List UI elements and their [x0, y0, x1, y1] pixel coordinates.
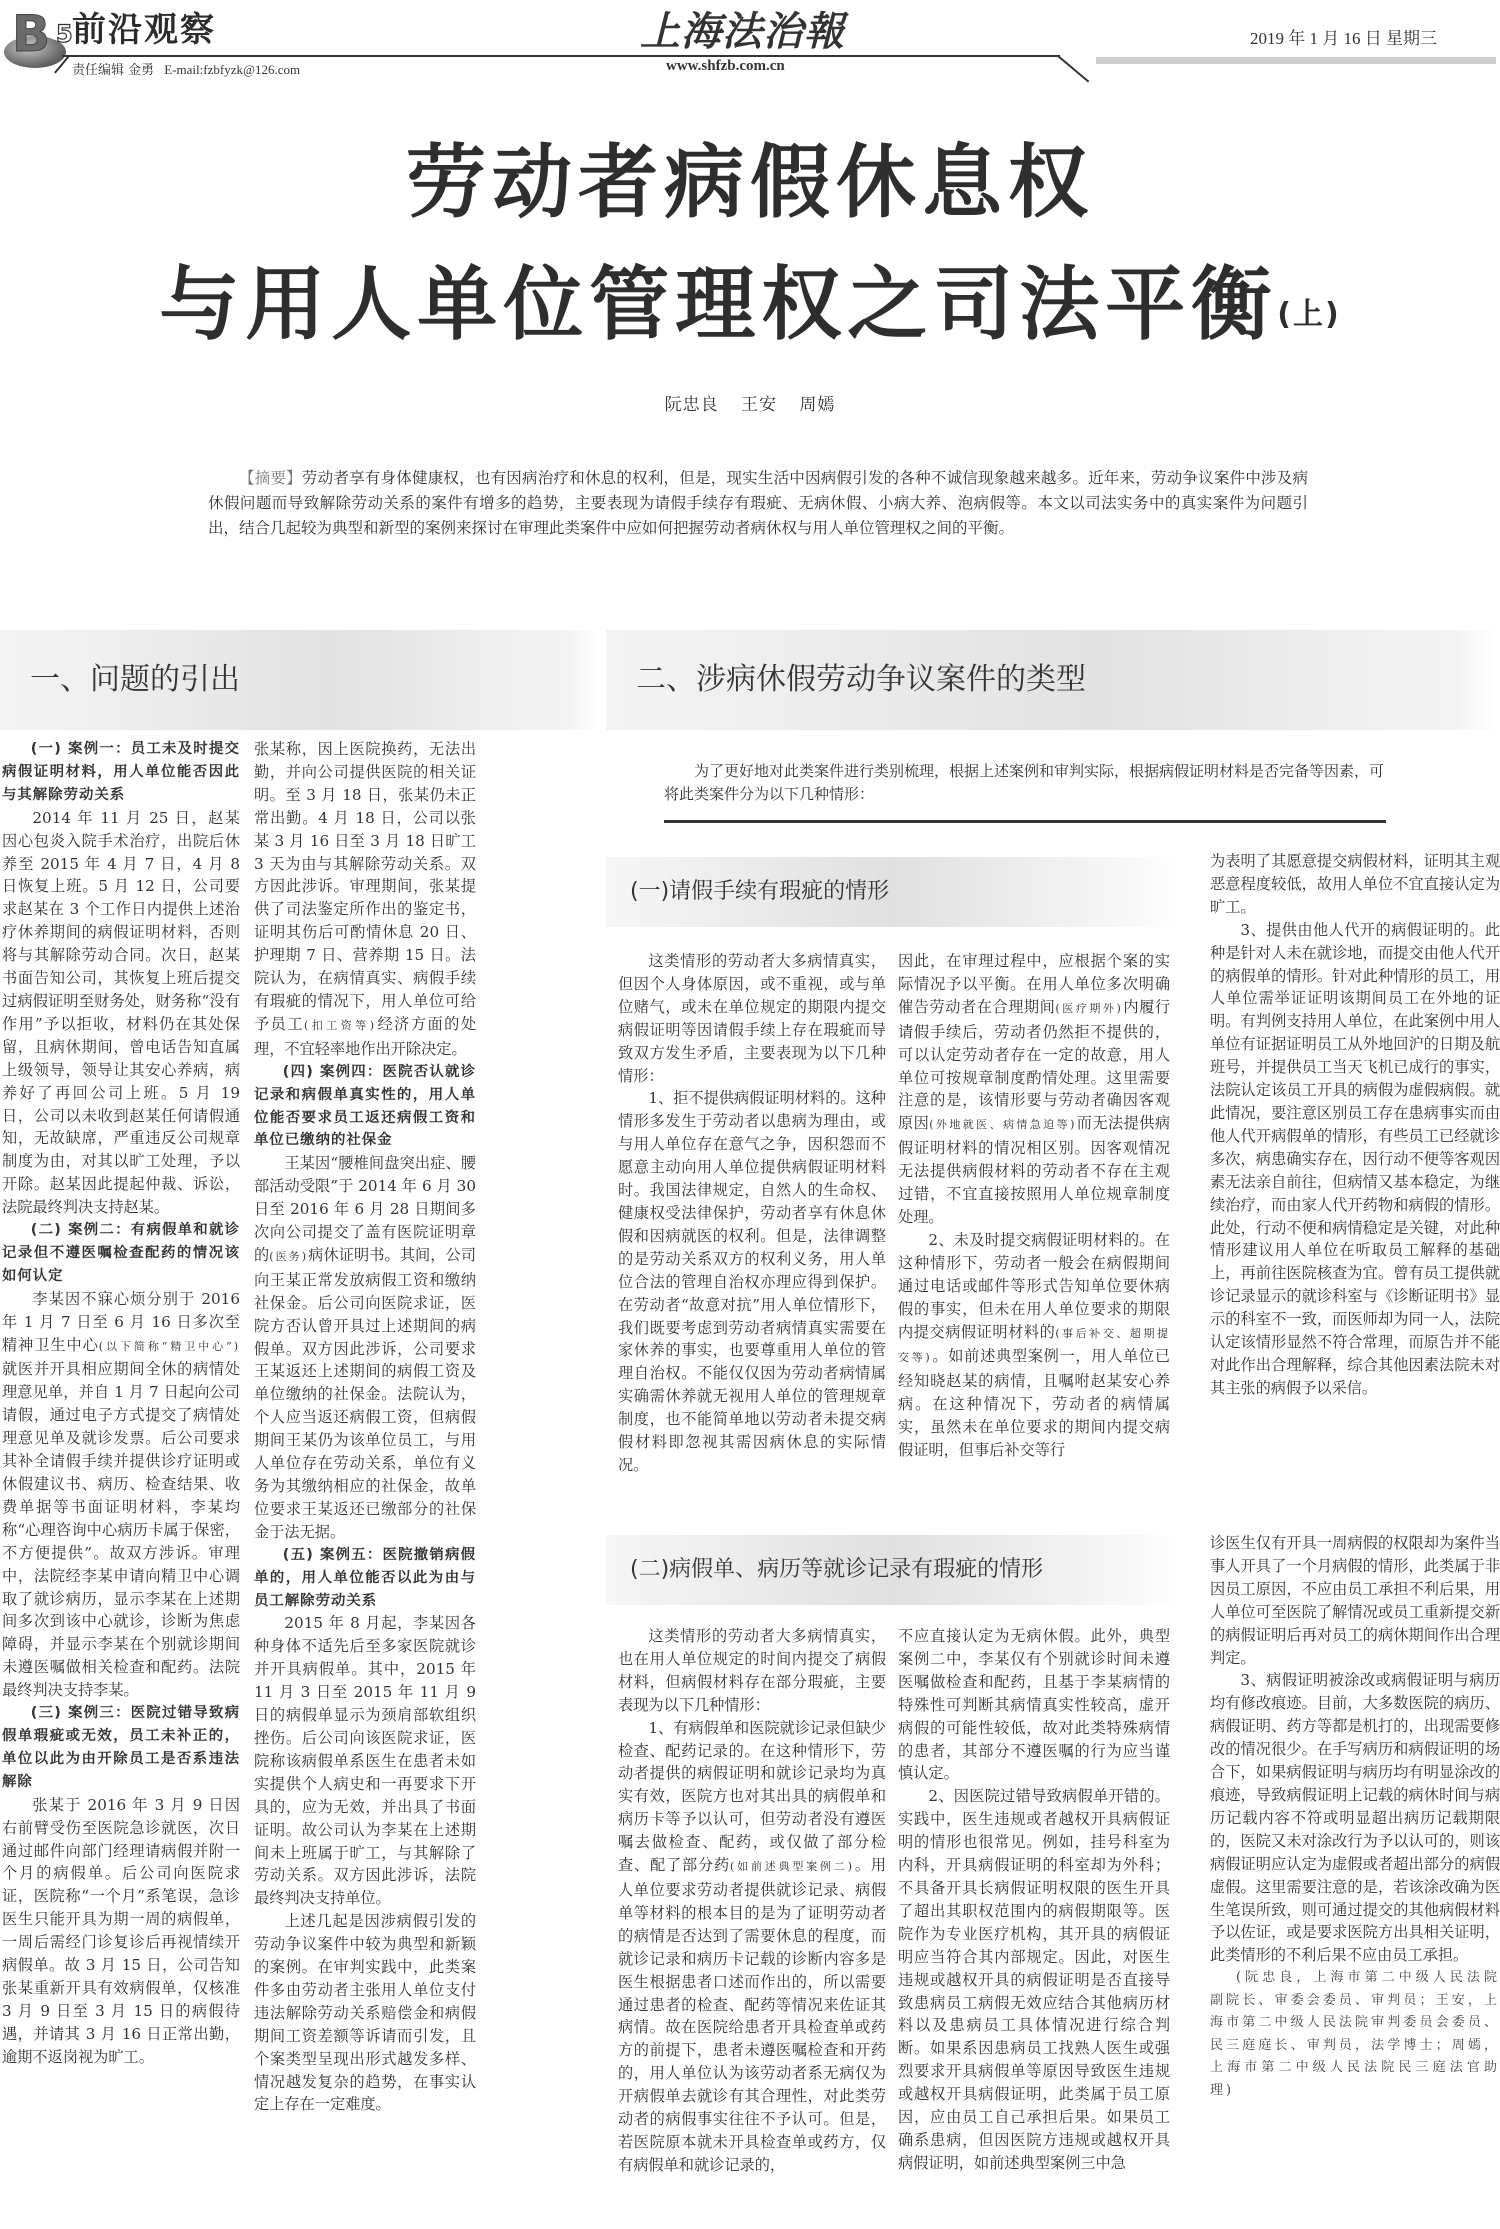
subsection-2-column-3 — [1210, 1532, 1500, 2102]
abstract-text: 劳动者享有身体健康权，也有因病治疗和休息的权利，但是，现实生活中因病假引发的各种不诚信现象越来越多。近年来，劳动争议案件中涉及病休假问题而导致解除劳动关系的案件有增多的趋势，主要表现为请假手续存有瑕疵、无病休假、小病大养、泡病假等。本文以司法实务中的真实案件为问题引出，结合几起较为典型和新型的案例来探讨在审理此类案件中应如何把握劳动者病休权与用人单位管理权之间的平衡。 — [208, 469, 1308, 537]
editor-name: 责任编辑 金勇 — [72, 63, 155, 78]
masthead-rule-left — [62, 55, 312, 57]
inline-note: (医疗期外) — [1055, 1001, 1123, 1015]
headline-line-2-text: 与用人单位管理权之司法平衡 — [159, 258, 1278, 351]
paragraph-text: 。用人单位要求劳动者提供就诊记录、病假单等材料的根本目的是为了证明劳动者的病情是否达到了需要休息的程度，而就诊记录和病历卡记载的诊断内容多是医生根据患者口述而作出的，所以需要通过患者的检查、配药等情况来佐证其病情。故在医院给患者开具检查单或药方的前提下，患者未遵医嘱检查和开药的，用人单位认为该劳动者系无病仅为开病假单去就诊有其合理性，对此类劳动者的病假事实往往不予认可。但是，若医院原本就未开具检查单或药方，仅有病假单和就诊记录的， — [618, 1856, 887, 2174]
inline-note: (以下简称“精卫中心”) — [98, 1339, 240, 1353]
body-paragraph — [618, 1625, 886, 1717]
case-heading — [2, 1219, 240, 1288]
intro-rule — [664, 820, 1386, 823]
inline-note: (扣工资等) — [304, 1018, 376, 1032]
case-heading — [254, 1544, 476, 1613]
body-paragraph — [898, 1625, 1170, 1785]
paragraph-text: 这类情形的劳动者大多病情真实，也在用人单位规定的时间内提交了病假材料，但病假材料存在部分瑕疵，主要表现为以下几种情形： — [618, 1627, 886, 1714]
paragraph-text: (五) 案例五：医院撤销病假单的，用人单位能否以此为由与员工解除劳动关系 — [254, 1546, 476, 1609]
inline-note: (如前述典型案例二) — [730, 1860, 854, 1874]
paragraph-text: 王某因“腰椎间盘突出症、腰部活动受限”于 2014 年 6 月 30 日至 2016 年 6 月 28 日期间多次向公司提交了盖有医院证明章的 — [254, 1154, 476, 1264]
paragraph-text: 3、提供由他人代开的病假证明的。此种是针对人未在就诊地，而提交由他人代开的病假单的情形。针对此种情形的员工，用人单位需举证证明该期间员工在外地的证明。有判例支持用人单位，在此案例中用人单位有证据证明员工从外地回沪的日期及航班号，并提供员工当天飞机已成行的事实，法院认定该员工开具的病假为虚假病假。就此情况，要注意区别员工存在患病事实而由他人代开病假单的情形，有些员工已经就诊多次，病患确实存在，因行动不便等客观因素无法亲自前往，但病情又基本稳定，为继续治疗，而由家人代开药物和病假的情形。此处，行动不便和病情稳定是关键，对此种情形建议用人单位在听取员工解释的基础上，再前往医院核查为宜。曾有员工提供就诊记录显示的就诊科室与《诊断证明书》显示的科室不一致，而医师却为同一人，法院认定该情形显然不符合常理，而原告并不能对此作出合理解释，综合其他因素法院未对其主张的病假予以采信。 — [1210, 920, 1500, 1397]
body-paragraph — [898, 1229, 1170, 1462]
website-link[interactable]: www.shfzb.com.cn — [666, 58, 785, 74]
subsection-2-title: (二)病假单、病历等就诊记录有瑕疵的情形 — [630, 1557, 1044, 1582]
section-name: 前沿观察 — [72, 10, 216, 50]
abstract — [208, 466, 1308, 541]
editor-line — [72, 59, 300, 78]
body-paragraph — [254, 1612, 476, 1910]
paragraph-text: 经济方面的处理，不宜轻率地作出开除决定。 — [254, 1014, 477, 1058]
subsection-1-column-1 — [618, 950, 886, 1477]
subsection-1-column-2 — [898, 950, 1170, 1462]
case-heading — [2, 1702, 240, 1794]
editor-email[interactable]: E-mail:fzbfyzk@126.com — [164, 62, 301, 77]
inline-note: (医务) — [269, 1249, 309, 1263]
paragraph-text: 2015 年 8 月起，李某因各种身体不适先后至多家医院就诊并开具病假单。其中，2015 年 11 月 3 日至 2015 年 11 月 9 日的病假单显示为颈肩部软组织挫伤。后公司向该医院求证，医院称该病假单系医生在患者未如实提供个人病史和一再要求下开具的，应为无效，并出具了书面证明。故公司认为李某在上述期间未上班属于旷工，与其解除了劳动关系。双方因此涉诉，法院最终判决支持单位。 — [254, 1614, 476, 1908]
paragraph-text: 因此，在审理过程中，应根据个案的实际情况予以平衡。在用人单位多次明确催告劳动者在合理期间 — [898, 952, 1170, 1016]
paragraph-text: 不应直接认定为无病休假。此外，典型案例二中，李某仅有个别就诊时间未遵医嘱做检查和配药，且基于李某病情的特殊性可判断其病情真实性较高，虚开病假的可能性较低，故对此类特殊病情的患者，其部分不遵医嘱的行为应当谨慎认定。 — [898, 1627, 1170, 1783]
headline-line-1: 劳动者病假休息权 — [406, 136, 1094, 229]
paragraph-text: 。如前述典型案例一，用人单位已经知晓赵某的病情，且嘱咐赵某安心养病。在这种情况下，劳动者的病情属实，虽然未在单位要求的期间内提交病假证明，但事后补交等行 — [898, 1347, 1171, 1460]
body-paragraph — [254, 738, 476, 1061]
body-paragraph — [898, 1785, 1170, 2174]
paragraph-text: 而无法提供病假证明材料的情况相区别。因客观情况无法提供病假材料的劳动者不存在主观过错，不宜直接按照用人单位规章制度处理。 — [898, 1114, 1171, 1226]
paragraph-text: 内履行请假手续后，劳动者仍然拒不提供的，可以认定劳动者存在一定的故意，用人单位可按规章制度酌情处理。这里需要注意的是，该情形要与劳动者确因客观原因 — [898, 997, 1171, 1133]
paragraph-text: 就医并开具相应期间全休的病情处理意见单，并自 1 月 7 日起向公司请假，通过电子方式提交了病情处理意见单及就诊发票。后公司要求其补全请假手续并提供诊疗证明或休假建议书、病历、检查结果、收费单据等书面证明材料，李某均称“心理咨询中心病历卡属于保密，不方便提供”。故双方涉诉。审理中，法院经李某申请向精卫中心调取了就诊病历，显示李某在上述期间多次到该中心就诊，诊断为焦虑障碍，并显示李某在个别就诊期间未遵医嘱做相关检查和配药。法院最终判决支持李某。 — [2, 1360, 240, 1700]
section-1-banner — [0, 630, 600, 730]
paragraph-text: 张某于 2016 年 3 月 9 日因右前臂受伤至医院急诊就医，次日通过邮件向部门经理请病假并附一个月的病假单。后公司向医院求证，医院称“一个月”系笔误，急诊医生只能开具为期一周的病假单，一周后需经门诊复诊后再视情续开病假单。故 3 月 15 日，公司告知张某重新开具有效病假单，仅核准 3 月 9 日至 3 月 15 日的病假待遇，并请其 3 月 16 日正常出勤，逾期不返岗视为旷工。 — [2, 1795, 240, 2066]
body-paragraph — [1210, 1669, 1500, 1967]
paragraph-text: (阮忠良，上海市第二中级人民法院副院长、审委会委员、审判员；王安，上海市第二中级人民法院审判委员会委员、民三庭庭长、审判员，法学博士；周嫣，上海市第二中级人民法院民三庭法官助理) — [1210, 1970, 1500, 2098]
subsection-1-title: (一)请假手续有瑕疵的情形 — [630, 879, 890, 904]
paragraph-text: 3、病假证明被涂改或病假证明与病历均有修改痕迹。目前，大多数医院的病历、病假证明、药方等都是机打的，出现需要修改的情况很少。在手写病历和病假证明的场合下，如果病假证明与病历均有明显涂改的痕迹，导致病假证明上记载的病休时间与病历记载内容不符或明显超出病历记载期限的，医院又未对涂改行为予以认可的，则该病假证明应认定为虚假或者超出部分的病假虚假。这里需要注意的是，若该涂改确为医生笔误所致，则可通过提交的其他病假材料予以佐证，或是要求医院方出具相关证明，此类情形的不利后果不应由员工承担。 — [1210, 1671, 1500, 1965]
subsection-2-banner — [606, 1535, 1180, 1605]
body-paragraph — [1210, 1532, 1500, 1669]
section-2-intro: 为了更好地对此类案件进行类别梳理，根据上述案例和审判实际，根据病假证明材料是否完备等因素，可将此类案件分为以下几种情形： — [664, 762, 1385, 803]
section-1-title: 一、问题的引出 — [30, 662, 240, 697]
paragraph-text: 上述几起是因涉病假引发的劳动争议案件中较为典型和新颖的案例。在审判实践中，此类案件多由劳动者主张用人单位支付违法解除劳动关系赔偿金和病假期间工资差额等诉请而引发，且个案类型呈现出形式越发多样、情况越发复杂的趋势，在事实认定上存在一定难度。 — [254, 1912, 476, 2114]
body-paragraph — [1210, 850, 1500, 919]
byline: 阮忠良 王安 周嫣 — [664, 395, 836, 415]
paragraph-text: 诊医生仅有开具一周病假的权限却为案件当事人开具了一个月病假的情形，此类属于非因员工原因，不应由员工承担不利后果，用人单位可至医院了解情况或员工重新提交新的病假证明后再对员工的病休期间作出合理判定。 — [1210, 1534, 1500, 1667]
paragraph-text: (三) 案例三：医院过错导致病假单瑕疵或无效，员工未补正的，单位以此为由开除员工是否系违法解除 — [2, 1705, 240, 1790]
paragraph-text: (一) 案例一：员工未及时提交病假证明材料，用人单位能否因此与其解除劳动关系 — [2, 741, 240, 803]
paragraph-text: 张某称，因上医院换药，无法出勤，并向公司提供医院的相关证明。至 3 月 18 日，张某仍未正常出勤。4 月 18 日，公司以张某 3 月 16 日至 3 月 18 日旷工 3 天为由与其解除劳动关系。双方因此涉诉。审理期间，张某提供了司法鉴定所作出的鉴定书，证明其伤后可酌情休息 20 日、护理期 7 日、营养期 15 日。法院认为，在病情真实、病假手续有瑕疵的情况下，用人单位可给予员工 — [254, 740, 476, 1033]
abstract-tag: 【摘要】 — [239, 469, 302, 487]
body-paragraph — [254, 1910, 476, 2116]
subsection-1-column-3 — [1210, 850, 1500, 1400]
paragraph-text: 李某因不寐心烦分别于 2016 年 1 月 7 日至 6 月 16 日多次至精神卫生中心 — [2, 1289, 240, 1354]
paragraph-text: 2、因医院过错导致病假单开错的。实践中，医生违规或者越权开具病假证明的情形也很常见。例如，挂号科室为内科，开具病假证明的科室却为外科；不具备开具长病假证明权限的医生开具了超出其职权范围内的病假期限等。医院作为专业医疗机构，其开具的病假证明应当符合其内部规定。因此，对医生违规或越权开具的病假证明是否直接导致患病员工病假无效应结合其他病历材料以及患病员工具体情况进行综合判断。如果系因患病员工找熟人医生或强烈要求开具病假单等原因导致医生违规或越权开具病假证明，此类属于员工原因，应由员工自己承担后果。如果员工确系患病，但因医院方违规或越权开具病假证明，如前述典型案例三中急 — [898, 1787, 1170, 2172]
paragraph-text: 1、有病假单和医院就诊记录但缺少检查、配药记录的。在这种情形下，劳动者提供的病假证明和就诊记录均为真实有效，医院方也对其出具的病假单和病历卡等予以认可，但劳动者没有遵医嘱去做检查、配药，或仅做了部分检查、配了部分药 — [618, 1718, 886, 1875]
masthead-rule-slant-right — [1057, 55, 1089, 82]
body-paragraph — [618, 950, 886, 1087]
page-letter: B — [12, 5, 51, 63]
paragraph-text: (四) 案例四：医院否认就诊记录和病假单真实性的，用人单位能否要求员工返还病假工资和单位已缴纳的社保金 — [254, 1063, 476, 1149]
paragraph-text: 1、拒不提供病假证明材料的。这种情形多发生于劳动者以患病为理由，或与用人单位存在意气之争，因积怨而不愿意主动向用人单位提供病假证明材料时。我国法律规定，自然人的生命权、健康权受法律保护，劳动者享有休息休假和因病就医的权利。但是，法律调整的是劳动关系双方的权利义务，用人单位合法的管理自治权亦理应得到保护。在劳动者“故意对抗”用人单位情形下，我们既要考虑到劳动者病情真实需要在家休养的事实，也要尊重用人单位的管理自治权。不能仅仅因为劳动者病情属实确需休养就无视用人单位的管理规章制度，也不能简单地以劳动者未提交病假材料即忽视其需因病休息的实际情况。 — [618, 1089, 886, 1474]
section-1-column-1 — [2, 738, 240, 2069]
paragraph-text: 2014 年 11 月 25 日，赵某因心包炎入院手术治疗，出院后休养至 2015 年 4 月 7 日，4 月 8 日恢复上班。5 月 12 日，公司要求赵某在 3 个工作日内提供上述治疗休养期间的病假证明材料，否则将与其解除劳动合同。次日，赵某书面告知公司，其恢复上班后提交过病假证明至财务处，财务称“没有作用”予以拒收，材料仍在其处保留，且病休期间，曾电话告知直属上级领导，领导让其安心养病，病养好了再回公司上班。5 月 19 日，公司以未收到赵某任何请假通知，无故缺席，严重违反公司规章制度为由，对其以旷工处理，予以开除。赵某因此提起仲裁、诉讼，法院最终判决支持赵某。 — [2, 808, 240, 1217]
body-paragraph — [1210, 919, 1500, 1400]
masthead — [0, 0, 1500, 80]
body-paragraph — [618, 1087, 886, 1476]
paragraph-text: (二) 案例二：有病假单和就诊记录但不遵医嘱检查配药的情况该如何认定 — [2, 1222, 240, 1284]
newspaper-logo: 上海法治報 — [640, 8, 845, 55]
author-bio — [1210, 1967, 1500, 2102]
body-paragraph — [2, 1288, 240, 1702]
subsection-2-column-1 — [618, 1625, 886, 2177]
case-heading — [2, 738, 240, 807]
subsection-1-banner — [606, 857, 1180, 927]
headline-line-2 — [0, 240, 1500, 355]
date-bar — [1096, 57, 1496, 64]
paragraph-text: 这类情形的劳动者大多病情真实，但因个人身体原因，或不重视，或与单位赌气，或未在单位规定的期限内提交病假证明等因请假手续上存在瑕疵而导致双方发生矛盾，主要表现为以下几种情形： — [618, 952, 886, 1085]
inline-note: (事后补交、超期提交等) — [898, 1326, 1171, 1365]
body-paragraph — [254, 1152, 476, 1543]
body-paragraph — [2, 1794, 240, 2069]
section-2-title: 二、涉病休假劳动争议案件的类型 — [636, 662, 1086, 697]
headline-part-label: (上) — [1277, 297, 1341, 332]
inline-note: (外地就医、病情急迫等) — [929, 1118, 1077, 1132]
body-paragraph — [898, 950, 1170, 1229]
paragraph-text: 病休证明书。其间，公司向王某正常发放病假工资和缴纳社保金。后公司向医院求证，医院方否认曾开具过上述期间的病假单。双方因此涉诉，公司要求王某返还上述期间的病假工资及单位缴纳的社保金。法院认为，个人应当返还病假工资，但病假期间王某仍为该单位员工，与用人单位存在劳动关系，单位有义务为其缴纳相应的社保金，故单位要求王某返还已缴部分的社保金于法无据。 — [254, 1245, 477, 1541]
case-heading — [254, 1061, 476, 1153]
body-paragraph — [618, 1717, 886, 2177]
paragraph-text: 为表明了其愿意提交病假材料，证明其主观恶意程度较低，故用人单位不宜直接认定为旷工。 — [1210, 852, 1500, 916]
issue-date: 2019 年 1 月 16 日 星期三 — [1250, 29, 1437, 48]
subsection-2-column-2 — [898, 1625, 1170, 2175]
section-1-column-2 — [254, 738, 476, 2116]
body-paragraph — [2, 807, 240, 1219]
page-number: 5 — [56, 20, 73, 48]
section-2-banner — [606, 630, 1500, 730]
paragraph-text: 2、未及时提交病假证明材料的。在这种情形下，劳动者一般会在病假期间通过电话或邮件等形式告知单位要休病假的事实，但未在用人单位要求的期限内提交病假证明材料的 — [898, 1230, 1170, 1341]
